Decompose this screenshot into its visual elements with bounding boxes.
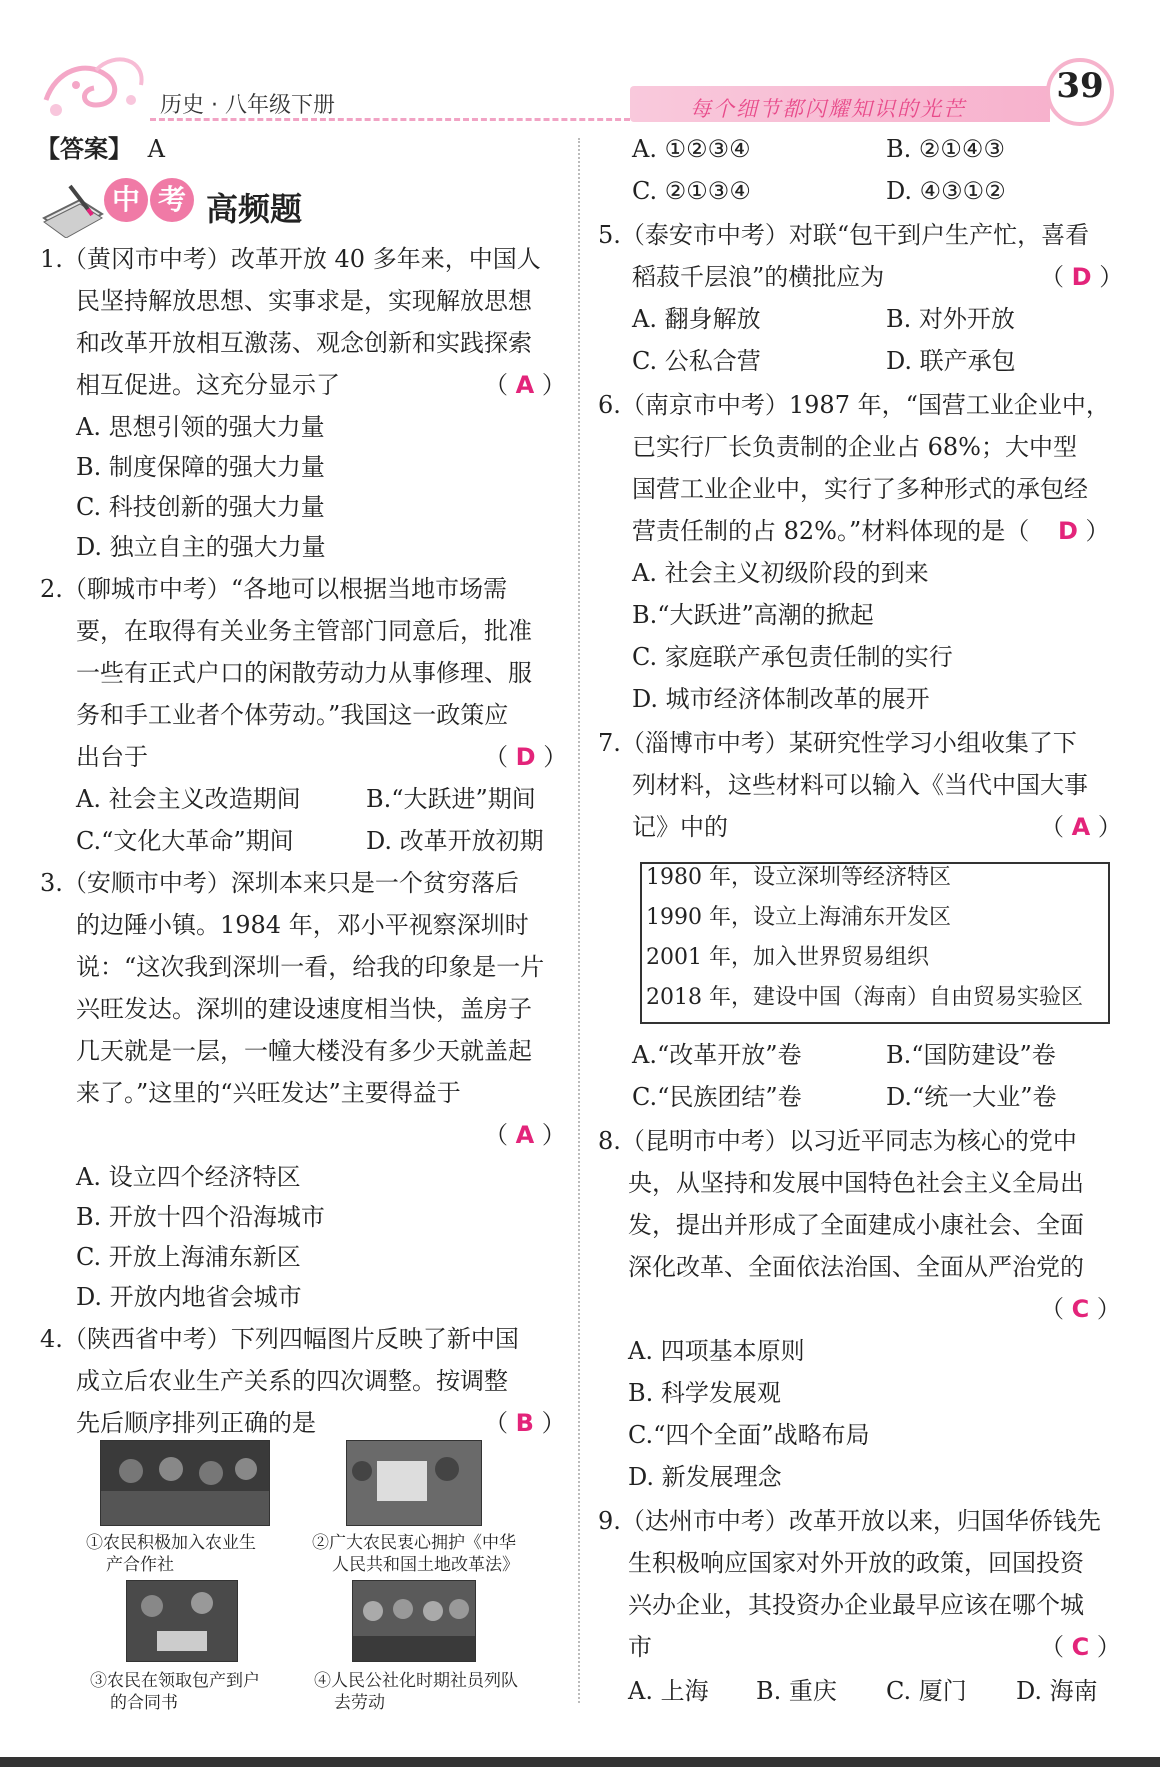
answer-label: 【答案】 <box>36 135 132 163</box>
section-badge <box>104 178 204 228</box>
caption-3-line-2: 的合同书 <box>110 1693 178 1713</box>
q7-option-a: A.“改革开放”卷 <box>632 1041 802 1069</box>
q9-option-b: B. 重庆 <box>756 1677 837 1705</box>
q7-line-1: 7.（淄博市中考）某研究性学习小组收集了下 <box>598 729 1077 757</box>
q8-option-d: D. 新发展理念 <box>628 1463 782 1491</box>
q7-line-2: 列材料，这些材料可以输入《当代中国大事 <box>632 771 1088 799</box>
badge-char-2: 考 <box>150 178 194 222</box>
q5-option-a: A. 翻身解放 <box>632 305 761 333</box>
q3-line-1: 3.（安顺市中考）深圳本来只是一个贫穷落后 <box>40 869 519 897</box>
q8-answer: （ C ） <box>1040 1295 1121 1323</box>
header-divider <box>150 118 630 121</box>
q1-option-c: C. 科技创新的强大力量 <box>76 493 325 521</box>
floral-ornament-icon <box>36 50 156 120</box>
q6-line-4: 营责任制的占 82%。”材料体现的是（ <box>632 517 1030 545</box>
caption-2-line-1: ②广大农民衷心拥护《中华 <box>312 1533 516 1553</box>
q8-answer-value: C <box>1071 1295 1090 1323</box>
q2-answer-value: D <box>515 743 536 771</box>
photo-land-reform <box>346 1440 482 1526</box>
q6-answer: D ） <box>1058 517 1110 545</box>
photo-commune <box>352 1580 476 1662</box>
q8-line-4: 深化改革、全面依法治国、全面从严治党的 <box>628 1253 1084 1281</box>
page-number: 39 <box>1056 66 1104 106</box>
q7-box-line-2: 1990 年，设立上海浦东开发区 <box>646 905 951 930</box>
q5-option-d: D. 联产承包 <box>886 347 1016 375</box>
q7-line-3: 记》中的 <box>632 813 728 841</box>
photo-cooperative <box>100 1440 270 1526</box>
q1-line-1: 1.（黄冈市中考）改革开放 40 多年来，中国人 <box>40 245 541 273</box>
caption-2-line-2: 人民共和国土地改革法》 <box>332 1555 519 1575</box>
slogan-text: 每个细节都闪耀知识的光芒 <box>690 97 966 121</box>
badge-char-1: 中 <box>104 178 148 222</box>
q9-line-4: 市 <box>628 1633 652 1661</box>
q3-line-6: 来了。”这里的“兴旺发达”主要得益于 <box>76 1079 461 1107</box>
q6-option-b: B.“大跃进”高潮的掀起 <box>632 601 874 629</box>
section-title: 高频题 <box>206 190 303 228</box>
q9-option-d: D. 海南 <box>1016 1677 1098 1705</box>
q4-option-d: D. ④③①② <box>886 177 1006 205</box>
q7-option-b: B.“国防建设”卷 <box>886 1041 1056 1069</box>
q3-option-d: D. 开放内地省会城市 <box>76 1283 302 1311</box>
q6-line-3: 国营工业企业中，实行了多种形式的承包经 <box>632 475 1088 503</box>
q4-option-b: B. ②①④③ <box>886 135 1005 163</box>
q4-option-a: A. ①②③④ <box>632 135 751 163</box>
q6-option-d: D. 城市经济体制改革的展开 <box>632 685 930 713</box>
book-title: 历史 · 八年级下册 <box>160 93 335 118</box>
q3-option-c: C. 开放上海浦东新区 <box>76 1243 301 1271</box>
q2-option-c: C.“文化大革命”期间 <box>76 827 294 855</box>
notebook-pen-icon <box>40 178 106 238</box>
caption-4-line-2: 去劳动 <box>334 1693 385 1713</box>
q2-line-4: 务和手工业者个体劳动。”我国这一政策应 <box>76 701 509 729</box>
q5-answer: （ D ） <box>1040 263 1124 291</box>
q9-line-3: 兴办企业，其投资办企业最早应该在哪个城 <box>628 1591 1084 1619</box>
q3-answer: （ A ） <box>484 1121 566 1149</box>
q9-option-c: C. 厦门 <box>886 1677 967 1705</box>
q4-option-c: C. ②①③④ <box>632 177 751 205</box>
q6-line-2: 已实行厂长负责制的企业占 68%；大中型 <box>632 433 1077 461</box>
q7-answer: （ A ） <box>1040 813 1122 841</box>
caption-3-line-1: ③农民在领取包产到户 <box>90 1671 260 1691</box>
q9-answer: （ C ） <box>1040 1633 1121 1661</box>
q6-option-c: C. 家庭联产承包责任制的实行 <box>632 643 953 671</box>
q2-option-a: A. 社会主义改造期间 <box>76 785 301 813</box>
q3-line-5: 几天就是一层，一幢大楼没有多少天就盖起 <box>76 1037 532 1065</box>
q2-answer: （ D ） <box>484 743 568 771</box>
q7-box-line-3: 2001 年，加入世界贸易组织 <box>646 945 929 970</box>
q1-line-4: 相互促进。这充分显示了 <box>76 371 340 399</box>
q7-option-c: C.“民族团结”卷 <box>632 1083 802 1111</box>
photo-contract <box>126 1580 238 1662</box>
q1-line-2: 民坚持解放思想、实事求是，实现解放思想 <box>76 287 532 315</box>
caption-4-line-1: ④人民公社化时期社员列队 <box>314 1671 518 1691</box>
q5-line-1: 5.（泰安市中考）对联“包干到户生产忙，喜看 <box>598 221 1090 249</box>
q6-line-1: 6.（南京市中考）1987 年，“国营工业企业中， <box>598 391 1110 419</box>
q4-line-3: 先后顺序排列正确的是 <box>76 1409 316 1437</box>
q3-answer-value: A <box>515 1121 535 1149</box>
caption-1-line-2: 产合作社 <box>106 1555 174 1575</box>
q3-line-4: 兴旺发达。深圳的建设速度相当快，盖房子 <box>76 995 532 1023</box>
q8-option-b: B. 科学发展观 <box>628 1379 781 1407</box>
q7-box-line-4: 2018 年，建设中国（海南）自由贸易实验区 <box>646 985 1083 1010</box>
q3-option-a: A. 设立四个经济特区 <box>76 1163 301 1191</box>
column-divider <box>578 138 580 1703</box>
q7-option-d: D.“统一大业”卷 <box>886 1083 1057 1111</box>
q8-line-2: 央，从坚持和发展中国特色社会主义全局出 <box>628 1169 1084 1197</box>
q4-answer: （ B ） <box>484 1409 566 1437</box>
q3-line-3: 说：“这次我到深圳一看，给我的印象是一片 <box>76 953 545 981</box>
q3-option-b: B. 开放十四个沿海城市 <box>76 1203 325 1231</box>
q9-line-2: 生积极响应国家对外开放的政策，回国投资 <box>628 1549 1084 1577</box>
answer-line <box>36 128 165 170</box>
bottom-edge-bar <box>0 1757 1160 1767</box>
q8-option-a: A. 四项基本原则 <box>628 1337 805 1365</box>
q9-answer-value: C <box>1071 1633 1090 1661</box>
caption-1-line-1: ①农民积极加入农业生 <box>86 1533 256 1553</box>
q4-line-2: 成立后农业生产关系的四次调整。按调整 <box>76 1367 508 1395</box>
q3-line-2: 的边陲小镇。1984 年，邓小平视察深圳时 <box>76 911 529 939</box>
q1-option-b: B. 制度保障的强大力量 <box>76 453 325 481</box>
q5-line-2: 稻菽千层浪”的横批应为 <box>632 263 885 291</box>
q9-option-a: A. 上海 <box>628 1677 709 1705</box>
answer-value: A <box>147 135 165 163</box>
q5-answer-value: D <box>1071 263 1092 291</box>
q2-line-5: 出台于 <box>76 743 148 771</box>
q1-answer: （ A ） <box>484 371 566 399</box>
q2-option-d: D. 改革开放初期 <box>366 827 544 855</box>
q8-option-c: C.“四个全面”战略布局 <box>628 1421 870 1449</box>
q2-line-3: 一些有正式户口的闲散劳动力从事修理、服 <box>76 659 532 687</box>
q2-line-2: 要，在取得有关业务主管部门同意后，批准 <box>76 617 532 645</box>
q4-answer-value: B <box>515 1409 534 1437</box>
q1-option-a: A. 思想引领的强大力量 <box>76 413 325 441</box>
q1-line-3: 和改革开放相互激荡、观念创新和实践探索 <box>76 329 532 357</box>
q7-box-line-1: 1980 年，设立深圳等经济特区 <box>646 865 951 890</box>
q7-answer-value: A <box>1071 813 1091 841</box>
q4-line-1: 4.（陕西省中考）下列四幅图片反映了新中国 <box>40 1325 519 1353</box>
q6-answer-value: D <box>1058 517 1078 545</box>
q9-line-1: 9.（达州市中考）改革开放以来，归国华侨钱先 <box>598 1507 1101 1535</box>
q2-line-1: 2.（聊城市中考）“各地可以根据当地市场需 <box>40 575 508 603</box>
q8-line-3: 发，提出并形成了全面建成小康社会、全面 <box>628 1211 1084 1239</box>
q2-option-b: B.“大跃进”期间 <box>366 785 536 813</box>
q1-option-d: D. 独立自主的强大力量 <box>76 533 326 561</box>
q8-line-1: 8.（昆明市中考）以习近平同志为核心的党中 <box>598 1127 1077 1155</box>
q1-answer-value: A <box>515 371 535 399</box>
q5-option-b: B. 对外开放 <box>886 305 1015 333</box>
q6-option-a: A. 社会主义初级阶段的到来 <box>632 559 929 587</box>
q5-option-c: C. 公私合营 <box>632 347 761 375</box>
